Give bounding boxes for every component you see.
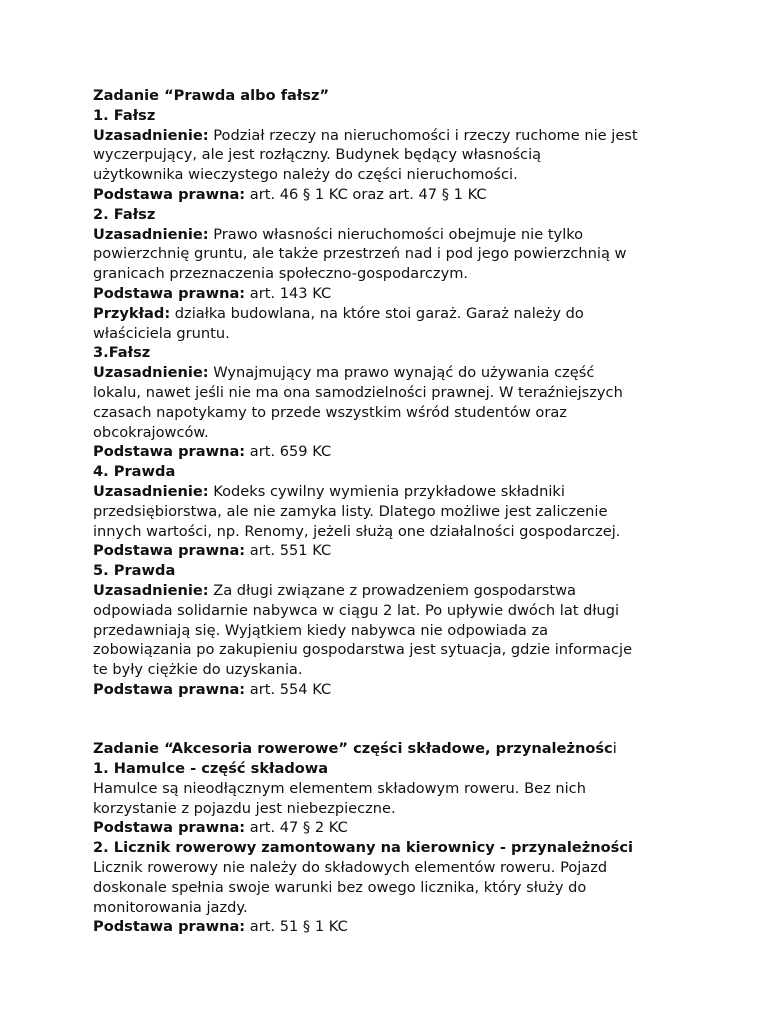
- justification-line: [93, 581, 693, 601]
- task2-title: [93, 739, 693, 759]
- justification-line: przedawniają się. Wyjątkiem kiedy nabywca nie odpowiada za: [93, 621, 549, 639]
- legal-basis-line: [93, 917, 693, 937]
- task1-item-5: [93, 561, 693, 700]
- section-spacer: [93, 720, 693, 740]
- legal-basis-text: art. 47 § 2 KC: [245, 819, 348, 837]
- justification-line: zobowiązania po zakupieniu gospodarstwa jest sytuacja, gdzie informacje: [93, 641, 633, 659]
- justification-text: Podział rzeczy na nieruchomości i rzeczy ruchome nie jest: [208, 126, 638, 144]
- justification-line: [93, 126, 693, 146]
- body-line: Licznik rowerowy nie należy do składowych elementów roweru. Pojazd: [93, 859, 608, 877]
- task1-item-2: [93, 205, 693, 344]
- legal-basis-line: [93, 818, 693, 838]
- item-heading: 1. Hamulce - część składowa: [93, 760, 329, 778]
- legal-basis-line: [93, 185, 693, 205]
- justification-line: [93, 363, 693, 383]
- justification-line: granicach przeznaczenia społeczno-gospodarczym.: [93, 265, 469, 283]
- legal-basis-label: Podstawa prawna:: [93, 443, 246, 461]
- legal-basis-text: art. 551 KC: [245, 542, 332, 560]
- justification-line: [93, 225, 693, 245]
- section-spacer: [93, 700, 693, 720]
- legal-basis-line: [93, 541, 693, 561]
- body-line: monitorowania jazdy.: [93, 898, 248, 916]
- task1-item-1: [93, 106, 693, 205]
- justification-line: użytkownika wieczystego należy do części nieruchomości.: [93, 166, 518, 184]
- task2-item-1: [93, 759, 693, 838]
- legal-basis-line: [93, 284, 693, 304]
- legal-basis-label: Podstawa prawna:: [93, 918, 246, 936]
- item-heading: 1. Fałsz: [93, 106, 156, 124]
- example-label: Przykład:: [93, 304, 171, 322]
- justification-line: innych wartości, np. Renomy, jeżeli służą one działalności gospodarczej.: [93, 522, 621, 540]
- justification-label: Uzasadnienie:: [93, 126, 209, 144]
- justification-line: [93, 482, 693, 502]
- body-line: doskonale spełnia swoje warunki bez owego licznika, który służy do: [93, 878, 587, 896]
- task1-item-3: [93, 343, 693, 462]
- justification-line: lokalu, nawet jeśli nie ma ona samodzielności prawnej. W teraźniejszych: [93, 383, 623, 401]
- example-text: działka budowlana, na które stoi garaż. Garaż należy do: [170, 304, 584, 322]
- justification-label: Uzasadnienie:: [93, 225, 209, 243]
- legal-basis-text: art. 51 § 1 KC: [245, 918, 348, 936]
- legal-basis-text: art. 46 § 1 KC oraz art. 47 § 1 KC: [245, 185, 487, 203]
- legal-basis-label: Podstawa prawna:: [93, 819, 246, 837]
- task1-title: Zadanie “Prawda albo fałsz”: [93, 87, 330, 104]
- legal-basis-line: [93, 680, 693, 700]
- task1-item-4: [93, 462, 693, 561]
- task1-section: [93, 86, 693, 700]
- justification-text: Prawo własności nieruchomości obejmuje nie tylko: [208, 225, 584, 243]
- item-heading: 5. Prawda: [93, 562, 176, 580]
- item-heading: 3.Fałsz: [93, 344, 151, 362]
- task2-title-bold: Zadanie “Akcesoria rowerowe” części składowe, przynależnośc: [93, 740, 613, 758]
- task2-title-tail: i: [612, 740, 617, 758]
- document-page: [93, 86, 693, 937]
- legal-basis-text: art. 659 KC: [245, 443, 332, 461]
- legal-basis-label: Podstawa prawna:: [93, 542, 246, 560]
- task2-item-2: [93, 838, 693, 937]
- legal-basis-line: [93, 442, 693, 462]
- body-line: korzystanie z pojazdu jest niebezpieczne.: [93, 799, 396, 817]
- justification-text: Za długi związane z prowadzeniem gospodarstwa: [208, 581, 576, 599]
- body-line: Hamulce są nieodłącznym elementem składowym roweru. Bez nich: [93, 779, 586, 797]
- legal-basis-label: Podstawa prawna:: [93, 185, 246, 203]
- legal-basis-label: Podstawa prawna:: [93, 284, 246, 302]
- item-heading: 4. Prawda: [93, 463, 176, 481]
- legal-basis-text: art. 143 KC: [245, 284, 332, 302]
- item-heading: 2. Fałsz: [93, 205, 156, 223]
- justification-line: czasach napotykamy to przede wszystkim wśród studentów oraz: [93, 403, 567, 421]
- justification-text: Kodeks cywilny wymienia przykładowe składniki: [208, 482, 565, 500]
- legal-basis-label: Podstawa prawna:: [93, 680, 246, 698]
- example-line: właściciela gruntu.: [93, 324, 230, 342]
- justification-text: Wynajmujący ma prawo wynająć do używania część: [208, 364, 595, 382]
- justification-label: Uzasadnienie:: [93, 581, 209, 599]
- justification-label: Uzasadnienie:: [93, 364, 209, 382]
- justification-line: te były ciężkie do uzyskania.: [93, 661, 303, 679]
- justification-line: przedsiębiorstwa, ale nie zamyka listy. Dlatego możliwe jest zaliczenie: [93, 502, 608, 520]
- justification-line: wyczerpujący, ale jest rozłączny. Budynek będący własnością: [93, 146, 542, 164]
- justification-line: powierzchnię gruntu, ale także przestrzeń nad i pod jego powierzchnią w: [93, 245, 627, 263]
- justification-line: odpowiada solidarnie nabywca w ciągu 2 lat. Po upływie dwóch lat długi: [93, 601, 620, 619]
- justification-line: obcokrajowców.: [93, 423, 209, 441]
- item-heading: 2. Licznik rowerowy zamontowany na kierownicy - przynależności: [93, 839, 634, 857]
- example-line: [93, 304, 693, 324]
- task2-section: [93, 739, 693, 937]
- legal-basis-text: art. 554 KC: [245, 680, 332, 698]
- justification-label: Uzasadnienie:: [93, 482, 209, 500]
